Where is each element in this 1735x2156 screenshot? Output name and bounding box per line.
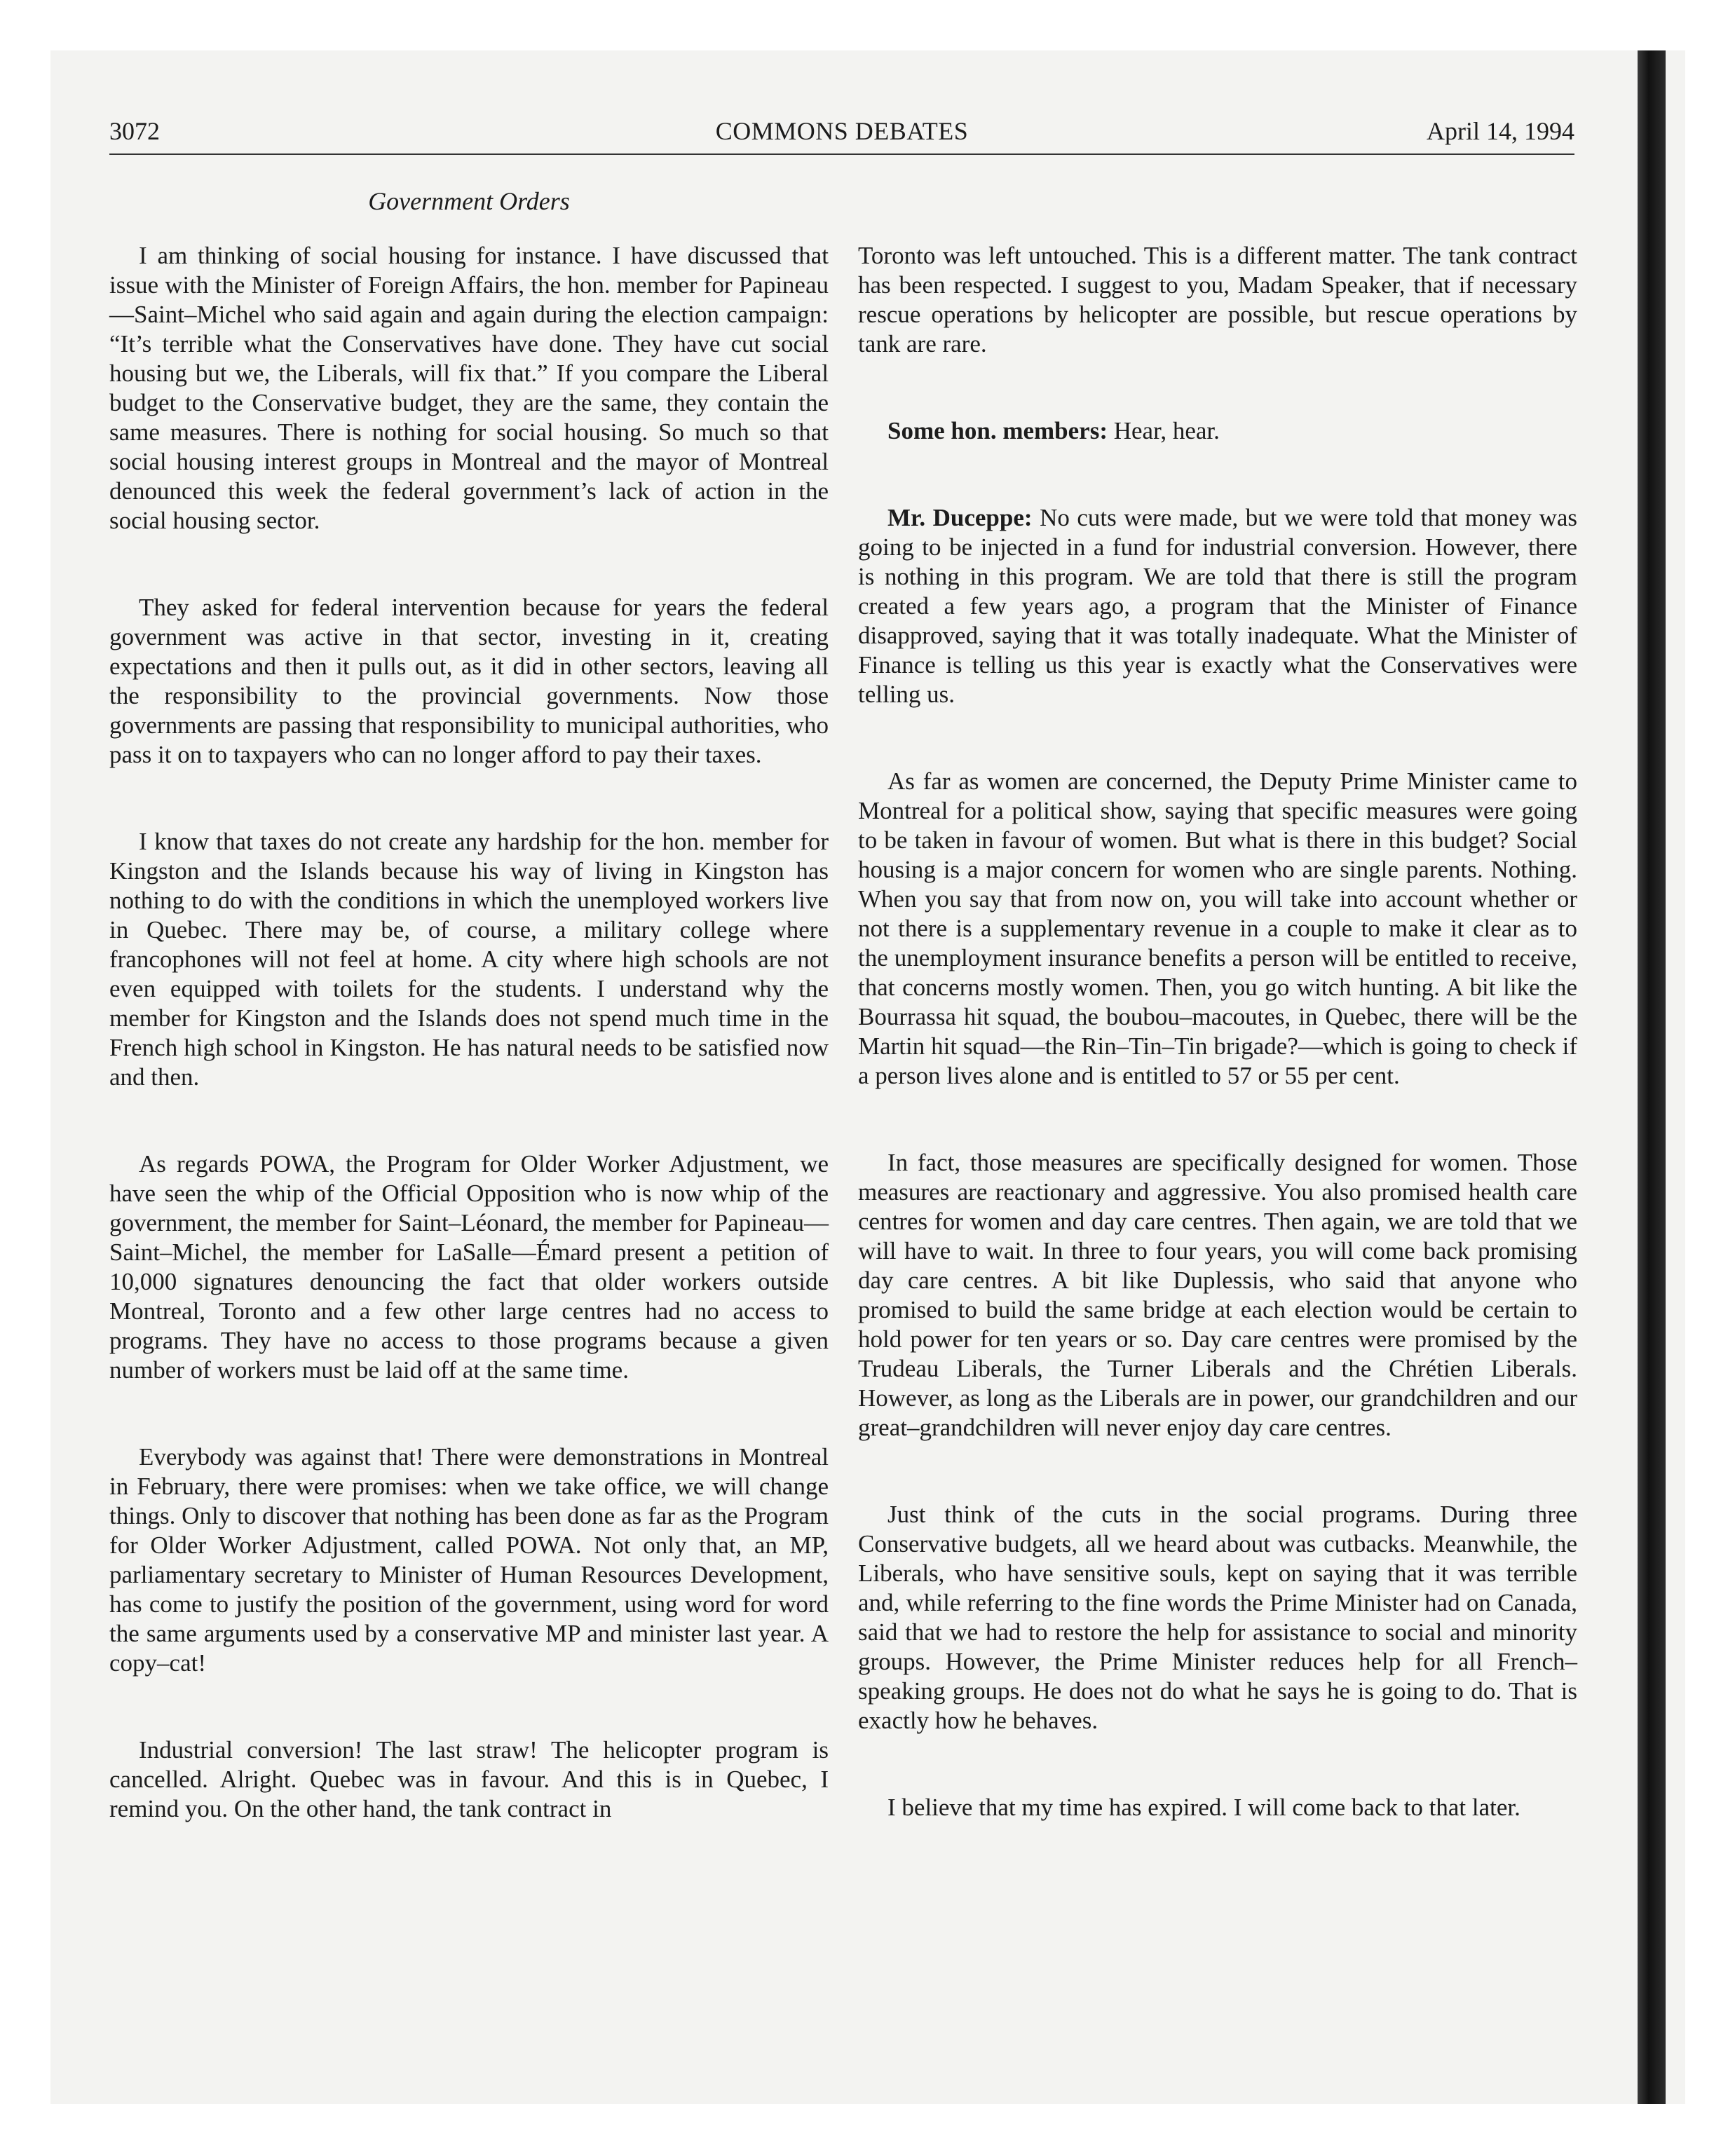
paragraph: Just think of the cuts in the social programs. During three Conservative budgets, all we heard about was cutbacks. Meanwhile, the Liberals, who have sensitive souls, kept on saying that it was terrible and, while referring to the fine words the Prime Minister had on Canada, said that we had to restore the help for assistance to social and minority groups. However, the Prime Minister reduces help for all French–speaking groups. He does not do what he says he is going to do. That is exactly how he behaves. <box>858 1501 1577 1734</box>
page-number: 3072 <box>109 117 160 145</box>
running-title: COMMONS DEBATES <box>715 117 969 145</box>
paragraph: I believe that my time has expired. I will come back to that later. <box>887 1794 1520 1821</box>
continuation-paragraph: Toronto was left untouched. This is a different matter. The tank contract has been respected. I suggest to you, Madam Speaker, that if necessary rescue operations by helicopter are possible, but rescue operations by tank are rare. <box>858 242 1577 357</box>
header-rule <box>109 153 1574 155</box>
interjection <box>858 416 1577 446</box>
left-column <box>109 241 829 1881</box>
page-header <box>109 116 1574 153</box>
speaker-name: Mr. Duceppe: <box>887 504 1033 531</box>
scan-binding-edge <box>1638 50 1666 2104</box>
speaker-name: Some hon. members: <box>887 417 1108 444</box>
paragraph: Industrial conversion! The last straw! The helicopter program is cancelled. Alright. Quebec was in favour. And this is in Quebec, I remind you. On the other hand, the tank contract in <box>109 1736 829 1822</box>
interjection-text: Hear, hear. <box>1113 417 1220 444</box>
right-column <box>858 241 1577 1880</box>
header-date: April 14, 1994 <box>1427 117 1574 145</box>
speech-text: No cuts were made, but we were told that money was going to be injected in a fund for industrial conversion. However, there is nothing in this program. We are told that there is still the program created a few years ago, a program that the Minister of Finance disapproved, saying that it was totally inadequate. What the Minister of Finance is telling us this year is exactly what the Conservatives were telling us. <box>858 504 1577 708</box>
paragraph: As regards POWA, the Program for Older Worker Adjustment, we have seen the whip of the Official Opposition who is now whip of the government, the member for Saint–Léonard, the member for Papineau—Saint–Michel, the member for LaSalle—Émard present a petition of 10,000 signatures denouncing the fact that older workers outside Montreal, Toronto and a few other large centres had no access to programs. They have no access to those programs because a given number of workers must be laid off at the same time. <box>109 1150 829 1384</box>
speech-paragraph <box>858 503 1577 709</box>
paragraph: Everybody was against that! There were demonstrations in Montreal in February, there were promises: when we take office, we will change things. Only to discover that nothing has been done as far as the Program for Older Worker Adjustment, called POWA. Not only that, an MP, parliamentary secretary to Minister of Human Resources Development, has come to justify the position of the government, using word for word the same arguments used by a conservative MP and minister last year. A copy–cat! <box>109 1443 829 1677</box>
paragraph: They asked for federal intervention because for years the federal government was active in that sector, investing in it, creating expectations and then it pulls out, as it did in other sectors, leaving all the responsibility to the provincial governments. Now those governments are passing that responsibility to municipal authorities, who pass it on to taxpayers who can no longer afford to pay their taxes. <box>109 594 829 768</box>
paragraph: As far as women are concerned, the Deputy Prime Minister came to Montreal for a political show, saying that specific measures were going to be taken in favour of women. But what is there in this budget? Social housing is a major concern for women who are single parents. Nothing. When you say that from now on, you will take into account whether or not there is a supplementary revenue in a couple to make it clear as to the unemployment insurance benefits a person will be entitled to receive, that concerns mostly women. Then, you go witch hunting. A bit like the Bourrassa hit squad, the boubou–macoutes, in Quebec, there will be the Martin hit squad—the Rin–Tin–Tin brigade?—which is going to check if a person lives alone and is entitled to 57 or 55 per cent. <box>858 767 1577 1089</box>
paragraph: I know that taxes do not create any hardship for the hon. member for Kingston and the Islands because his way of living in Kingston has nothing to do with the conditions in which the unemployed workers live in Quebec. There may be, of course, a military college where francophones will not feel at home. A city where high schools are not even equipped with toilets for the students. I understand why the member for Kingston and the Islands does not spend much time in the French high school in Kingston. He has natural needs to be satisfied now and then. <box>109 828 829 1091</box>
paragraph: In fact, those measures are specifically designed for women. Those measures are reactionary and aggressive. You also promised health care centres for women and day care centres. Then again, we are told that we will have to wait. In three to four years, you will come back promising day care centres. A bit like Duplessis, who said that anyone who promised to build the same bridge at each election would be certain to hold power for ten years or so. Day care centres were promised by the Trudeau Liberals, the Turner Liberals and the Chrétien Liberals. However, as long as the Liberals are in power, our grandchildren and our great–grandchildren will never enjoy day care centres. <box>858 1149 1577 1441</box>
section-heading: Government Orders <box>368 187 570 215</box>
paragraph: I am thinking of social housing for instance. I have discussed that issue with the Minister of Foreign Affairs, the hon. member for Papineau—Saint–Michel who said again and again during the election campaign: “It’s terrible what the Conservatives have done. They have cut social housing but we, the Liberals, will fix that.” If you compare the Liberal budget to the Conservative budget, they are the same, they contain the same measures. There is nothing for social housing. So much so that social housing interest groups in Montreal and the mayor of Montreal denounced this week the federal government’s lack of action in the social housing sector. <box>109 242 829 534</box>
